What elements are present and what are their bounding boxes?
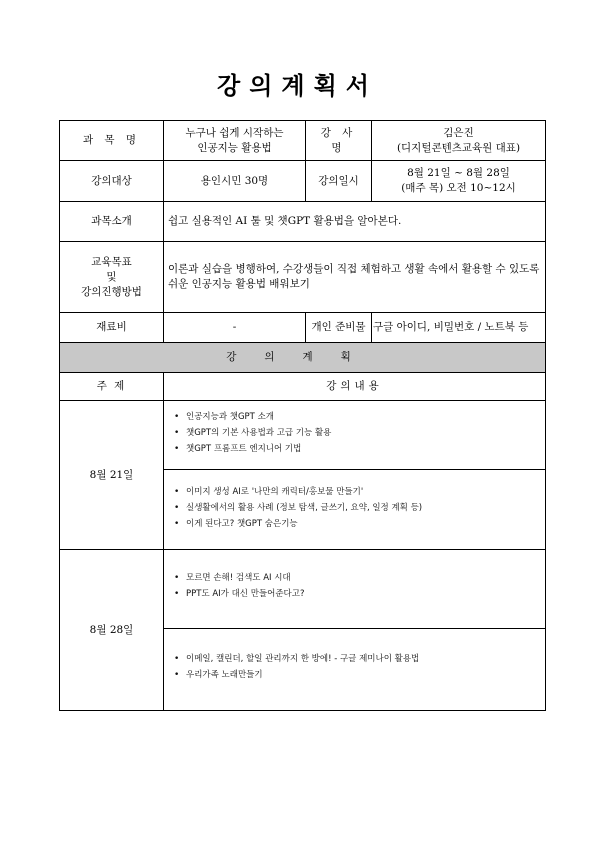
session-block	[164, 401, 545, 469]
course-name-line2: 인공지능 활용법	[197, 141, 272, 154]
instructor-value	[372, 121, 546, 161]
session-item-list	[174, 570, 537, 602]
material-value: -	[164, 313, 306, 343]
session-item-list	[174, 484, 537, 532]
session-item: • 우리가족 노래만들기	[174, 667, 537, 683]
session-block	[164, 550, 545, 628]
session-row	[60, 401, 546, 550]
schedule-time: (매주 목) 오전 10~12시	[401, 182, 516, 194]
plan-column-header-row	[60, 373, 546, 401]
session-item: • 이미지 생성 AI로 '나만의 캐릭터/홍보물 만들기'	[174, 484, 537, 500]
lecture-plan-table	[59, 120, 546, 711]
schedule-label: 강의일시	[306, 161, 372, 202]
audience-label: 강의대상	[60, 161, 164, 202]
intro-value: 쉽고 실용적인 AI 툴 및 챗GPT 활용법을 알아본다.	[164, 202, 546, 242]
session-item-list	[174, 409, 537, 457]
session-date: 8월 28일	[60, 550, 164, 711]
audience-value: 용인시민 30명	[164, 161, 306, 202]
schedule-value	[372, 161, 546, 202]
session-item-list	[174, 651, 537, 683]
course-row	[60, 121, 546, 161]
session-item: • 챗GPT의 기본 사용법과 고급 기능 활용	[174, 425, 537, 441]
session-item: • 모르면 손해! 검색도 AI 시대	[174, 570, 537, 586]
prep-value: 구글 아이디, 비밀번호 / 노트북 등	[372, 313, 546, 343]
session-item: • 인공지능과 챗GPT 소개	[174, 409, 537, 425]
session-content	[164, 401, 546, 550]
session-row	[60, 550, 546, 711]
instructor-affiliation: (디지털콘텐츠교육원 대표)	[396, 141, 521, 154]
session-block	[164, 628, 545, 710]
session-item: • 챗GPT 프롬프트 엔지니어 기법	[174, 441, 537, 457]
goal-value: 이론과 실습을 병행하여, 수강생들이 직접 체험하고 생활 속에서 활용할 수 있도록 쉬운 인공지능 활용법 배워보기	[164, 242, 546, 313]
prep-label: 개인 준비물	[306, 313, 372, 343]
course-value	[164, 121, 306, 161]
content-header: 강의내용	[164, 373, 546, 401]
course-name-line1: 누구나 쉽게 시작하는	[185, 126, 284, 139]
session-date: 8월 21일	[60, 401, 164, 550]
goal-label	[60, 242, 164, 313]
goal-label-line3: 강의진행방법	[81, 285, 142, 298]
session-content	[164, 550, 546, 711]
intro-row	[60, 202, 546, 242]
session-item: • 이게 된다고? 챗GPT 숨은기능	[174, 516, 537, 532]
goal-label-line1: 교육목표	[91, 255, 132, 268]
session-item: • 이메일, 캘린더, 할일 관리까지 한 방에! - 구글 제미나이 활용법	[174, 651, 537, 667]
material-label: 재료비	[60, 313, 164, 343]
plan-header: 강의계획	[60, 343, 546, 373]
intro-label: 과목소개	[60, 202, 164, 242]
course-label: 과 목 명	[60, 121, 164, 161]
topic-header: 주 제	[60, 373, 164, 401]
session-block	[164, 469, 545, 549]
page-title: 강의계획서	[217, 72, 378, 100]
plan-header-row	[60, 343, 546, 373]
audience-row	[60, 161, 546, 202]
instructor-label: 강 사 명	[306, 121, 372, 161]
session-item: • PPT도 AI가 대신 만들어준다고?	[174, 586, 537, 602]
goal-row	[60, 242, 546, 313]
schedule-dates: 8월 21일 ~ 8월 28일	[407, 167, 510, 179]
material-row	[60, 313, 546, 343]
instructor-name: 김은진	[443, 126, 474, 139]
goal-label-line2: 및	[106, 270, 117, 283]
session-item: • 실생활에서의 활용 사례 (정보 탐색, 글쓰기, 요약, 일정 계획 등)	[174, 500, 537, 516]
